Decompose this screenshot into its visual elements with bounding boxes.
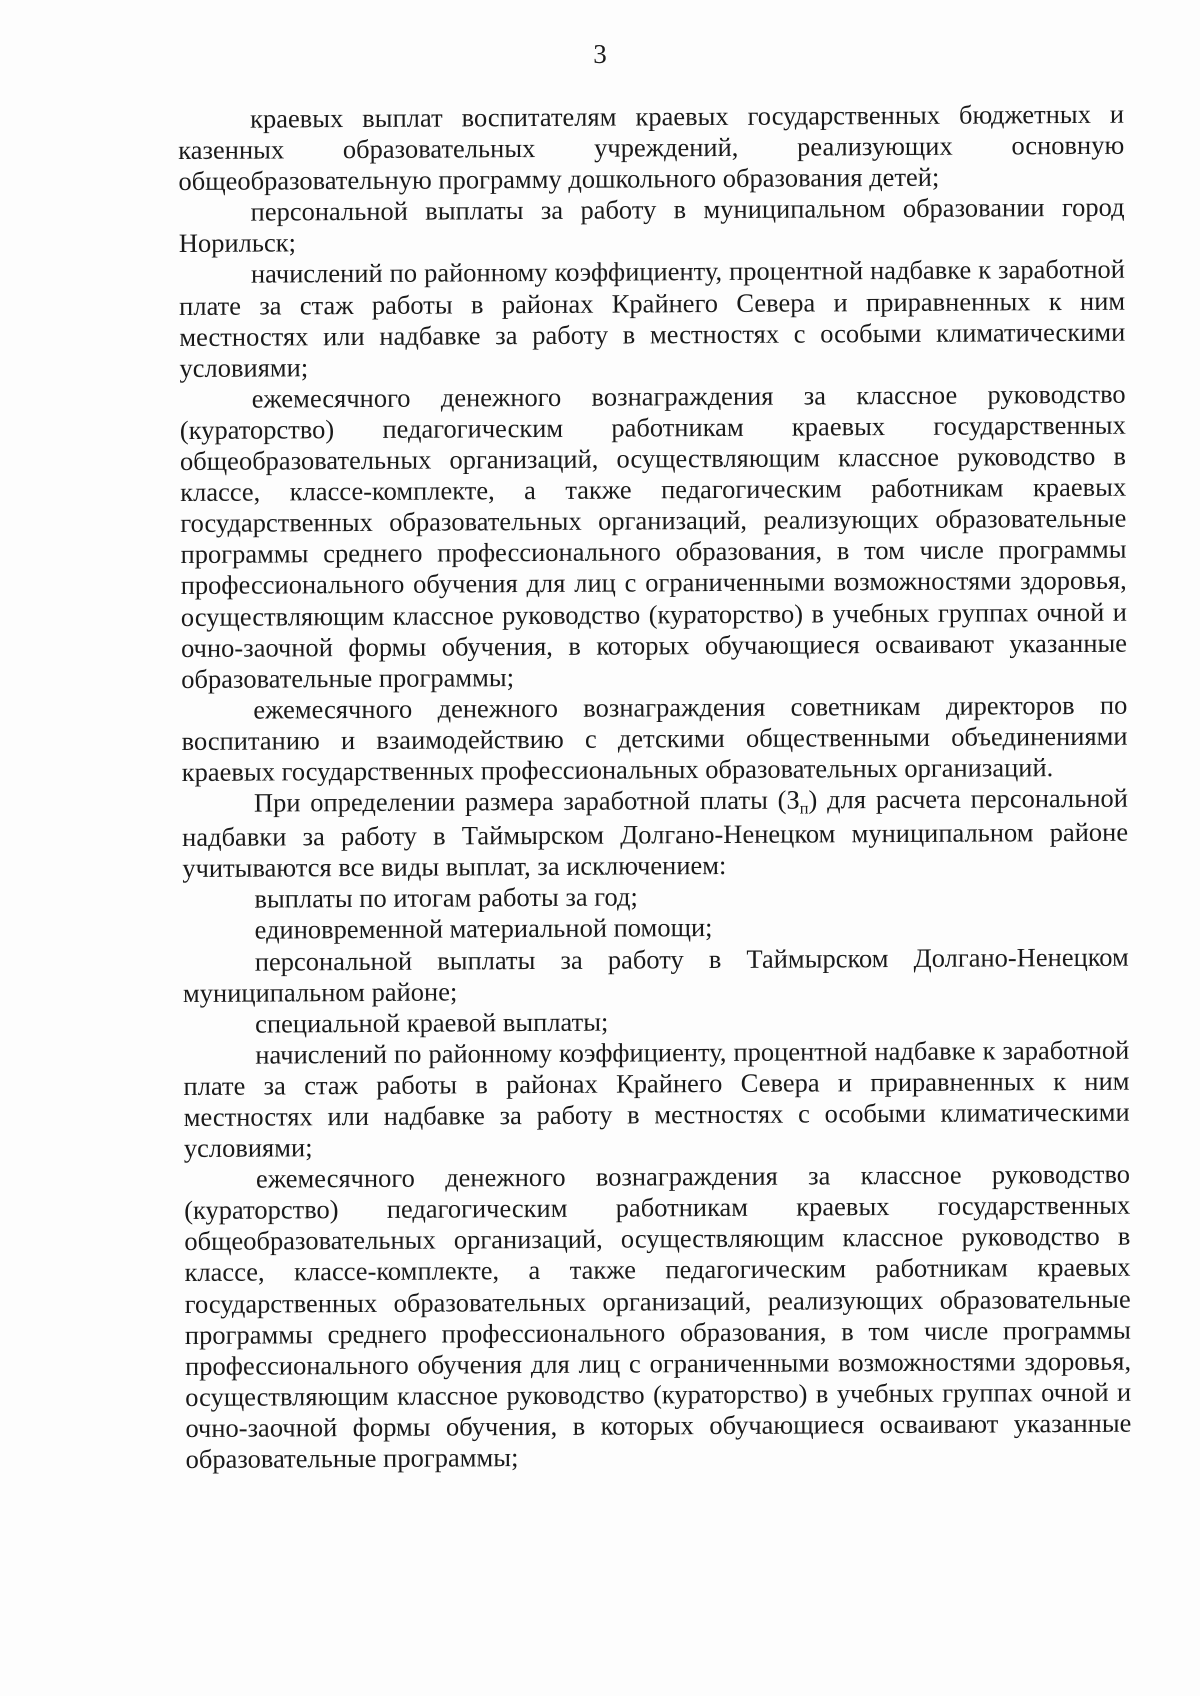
paragraph-one-time-aid: единовременной материальной помощи; <box>254 912 713 946</box>
paragraph-director-advisors-reward: ежемесячного денежного вознаграждения советникам директоров по воспитанию и взаимодействию с детскими общественными объединениями краевых государственных профессиональных образовательных организаций. <box>181 689 1128 787</box>
paragraph-regional-coefficient-accruals: начислений по районному коэффициенту, процентной надбавке к заработной плате за стаж работы в районах Крайнего Севера и приравненных к ним местностях или надбавке за работу в местностях с особыми климатическими условиями; <box>179 254 1126 383</box>
formula-subscript: п <box>799 798 809 818</box>
paragraph-personal-payment-norilsk: персональной выплаты за работу в муниципальном образовании город Норильск; <box>178 191 1125 259</box>
paragraph-regional-coefficient-accruals-2: начислений по районному коэффициенту, процентной надбавке к заработной плате за стаж работы в районах Крайнего Севера и приравненных к ним местностях или надбавке за работу в местностях с особыми климатическими условиями; <box>183 1034 1130 1164</box>
paragraph-class-supervision-reward: ежемесячного денежного вознаграждения за классное руководство (кураторство) педагогическим работникам краевых государственных общеобразовательных организаций, осуществляющим классное руководство в классе, классе-комплекте, а также педагогическим работникам краевых государственных образовательных организаций, реализующих образовательные программы среднего профессионального образования, в том числе программы профессионального обучения для лиц с ограниченными возможностями здоровья, осуществляющим классное руководство (кураторство) в учебных группах очной и очно-заочной формы обучения, в которых обучающиеся осваивают указанные образовательные программы; <box>179 378 1128 694</box>
page-number: 3 <box>593 39 607 69</box>
paragraph-personal-payment-taimyr: персональной выплаты за работу в Таймырском Долгано-Ненецком муниципальном районе; <box>182 941 1129 1008</box>
formula-text-after: ) для расчета персональной надбавки за работу в Таймырском Долгано-Ненецком муниципальном районе учитываются все виды выплат, за исключением: <box>182 782 1129 884</box>
document-body <box>178 99 1132 1475</box>
paragraph-annual-results-payment: выплаты по итогам работы за год; <box>254 881 638 914</box>
paragraph-salary-calculation-rule <box>182 783 1129 885</box>
paragraph-class-supervision-reward-2: ежемесячного денежного вознаграждения за классное руководство (кураторство) педагогическим работникам краевых государственных общеобразовательных организаций, осуществляющим классное руководство в классе, классе-комплекте, а также педагогическим работникам краевых государственных образовательных организаций, реализующих образовательные программы среднего профессионального образования, в том числе программы профессионального обучения для лиц с ограниченными возможностями здоровья, осуществляющим классное руководство (кураторство) в учебных группах очной и очно-заочной формы обучения, в которых обучающиеся осваивают указанные образовательные программы; <box>184 1158 1132 1475</box>
formula-text-before: При определении размера заработной платы (З <box>253 784 800 818</box>
paragraph-regional-payments-educators: краевых выплат воспитателям краевых государственных бюджетных и казенных образовательных учреждений, реализующих основную общеобразовательную программу дошкольного образования детей; <box>178 98 1125 197</box>
paragraph-special-regional-payment: специальной краевой выплаты; <box>255 1006 609 1039</box>
